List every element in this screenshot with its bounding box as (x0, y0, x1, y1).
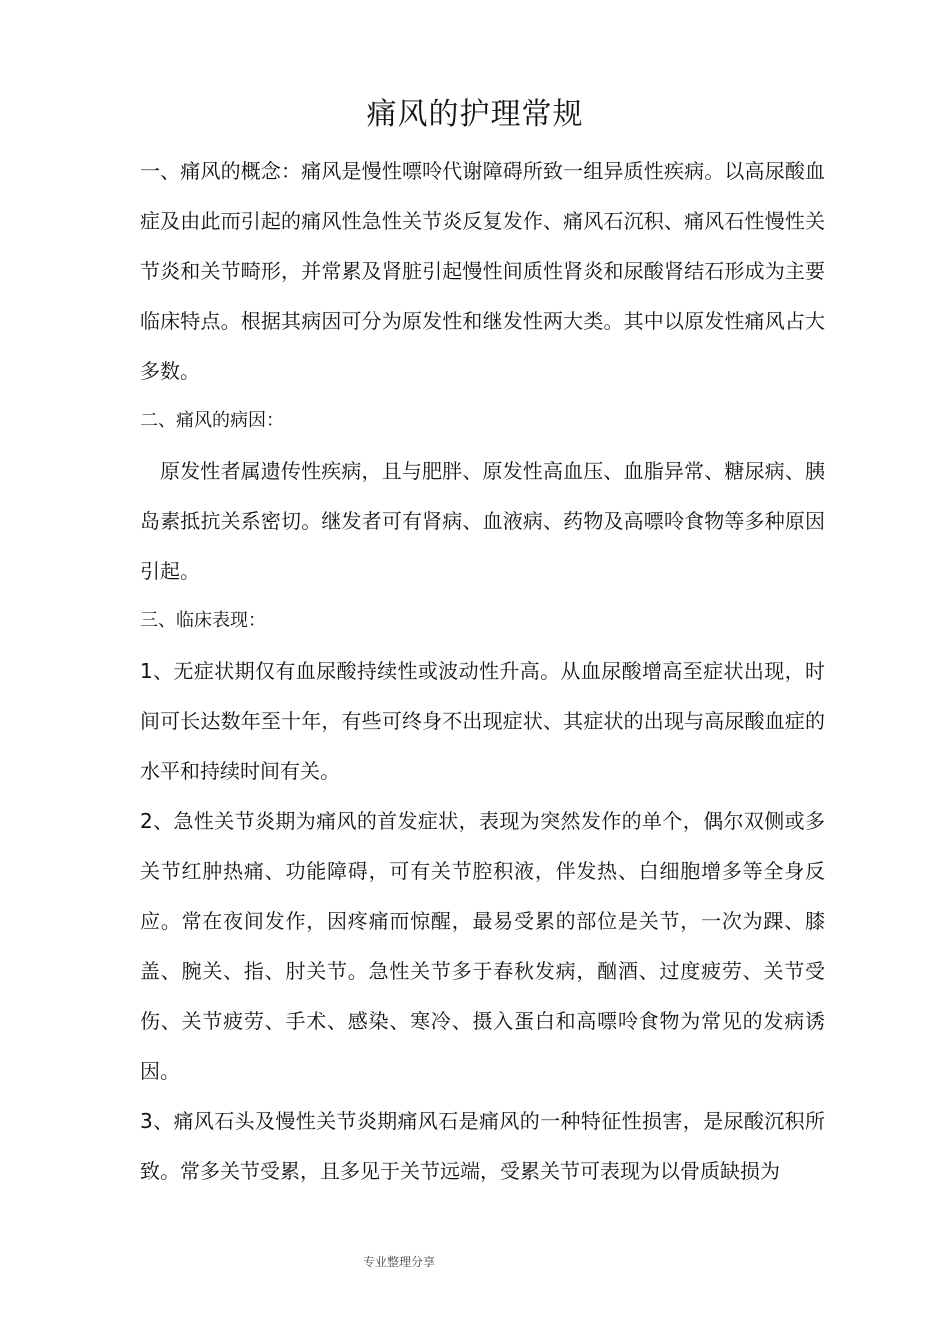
heading-clinical-manifestations: 三、临床表现： (140, 610, 266, 631)
paragraph-acute-arthritis-stage: 2、急性关节炎期为痛风的首发症状，表现为突然发作的单个，偶尔双侧或多关节红肿热痛、功能障碍，可有关节腔积液，伴发热、白细胞增多等全身反应。常在夜间发作，因疼痛而惊醒，最易受累的部位是关节，一次为踝、膝盖、腕关、指、肘关节。急性关节多于春秋发病，酗酒、过度疲劳、关节受伤、关节疲劳、手术、感染、寒冷、摄入蛋白和高嘌呤食物为常见的发病诱因。 (140, 809, 825, 1083)
document-body (140, 146, 825, 1196)
paragraph-cause: 原发性者属遗传性疾病，且与肥胖、原发性高血压、血脂异常、糖尿病、胰岛素抵抗关系密切。继发者可有肾病、血液病、药物及高嘌呤食物等多种原因引起。 (140, 459, 825, 583)
paragraph-asymptomatic-stage: 1、无症状期仅有血尿酸持续性或波动性升高。从血尿酸增高至症状出现，时间可长达数年至十年，有些可终身不出现症状、其症状的出现与高尿酸血症的水平和持续时间有关。 (140, 659, 825, 783)
page-footer: 专业整理分享 (363, 1255, 436, 1269)
paragraph-concept: 一、痛风的概念：痛风是慢性嘌呤代谢障碍所致一组异质性疾病。以高尿酸血症及由此而引起的痛风性急性关节炎反复发作、痛风石沉积、痛风石性慢性关节炎和关节畸形，并常累及肾脏引起慢性间质性肾炎和尿酸肾结石形成为主要临床特点。根据其病因可分为原发性和继发性两大类。其中以原发性痛风占大多数。 (140, 159, 825, 383)
paragraph-tophus-chronic-stage: 3、痛风石头及慢性关节炎期痛风石是痛风的一种特征性损害，是尿酸沉积所致。常多关节受累，且多见于关节远端，受累关节可表现为以骨质缺损为 (140, 1109, 825, 1183)
heading-cause: 二、痛风的病因： (140, 410, 284, 431)
document-title: 痛风的护理常规 (366, 97, 584, 132)
